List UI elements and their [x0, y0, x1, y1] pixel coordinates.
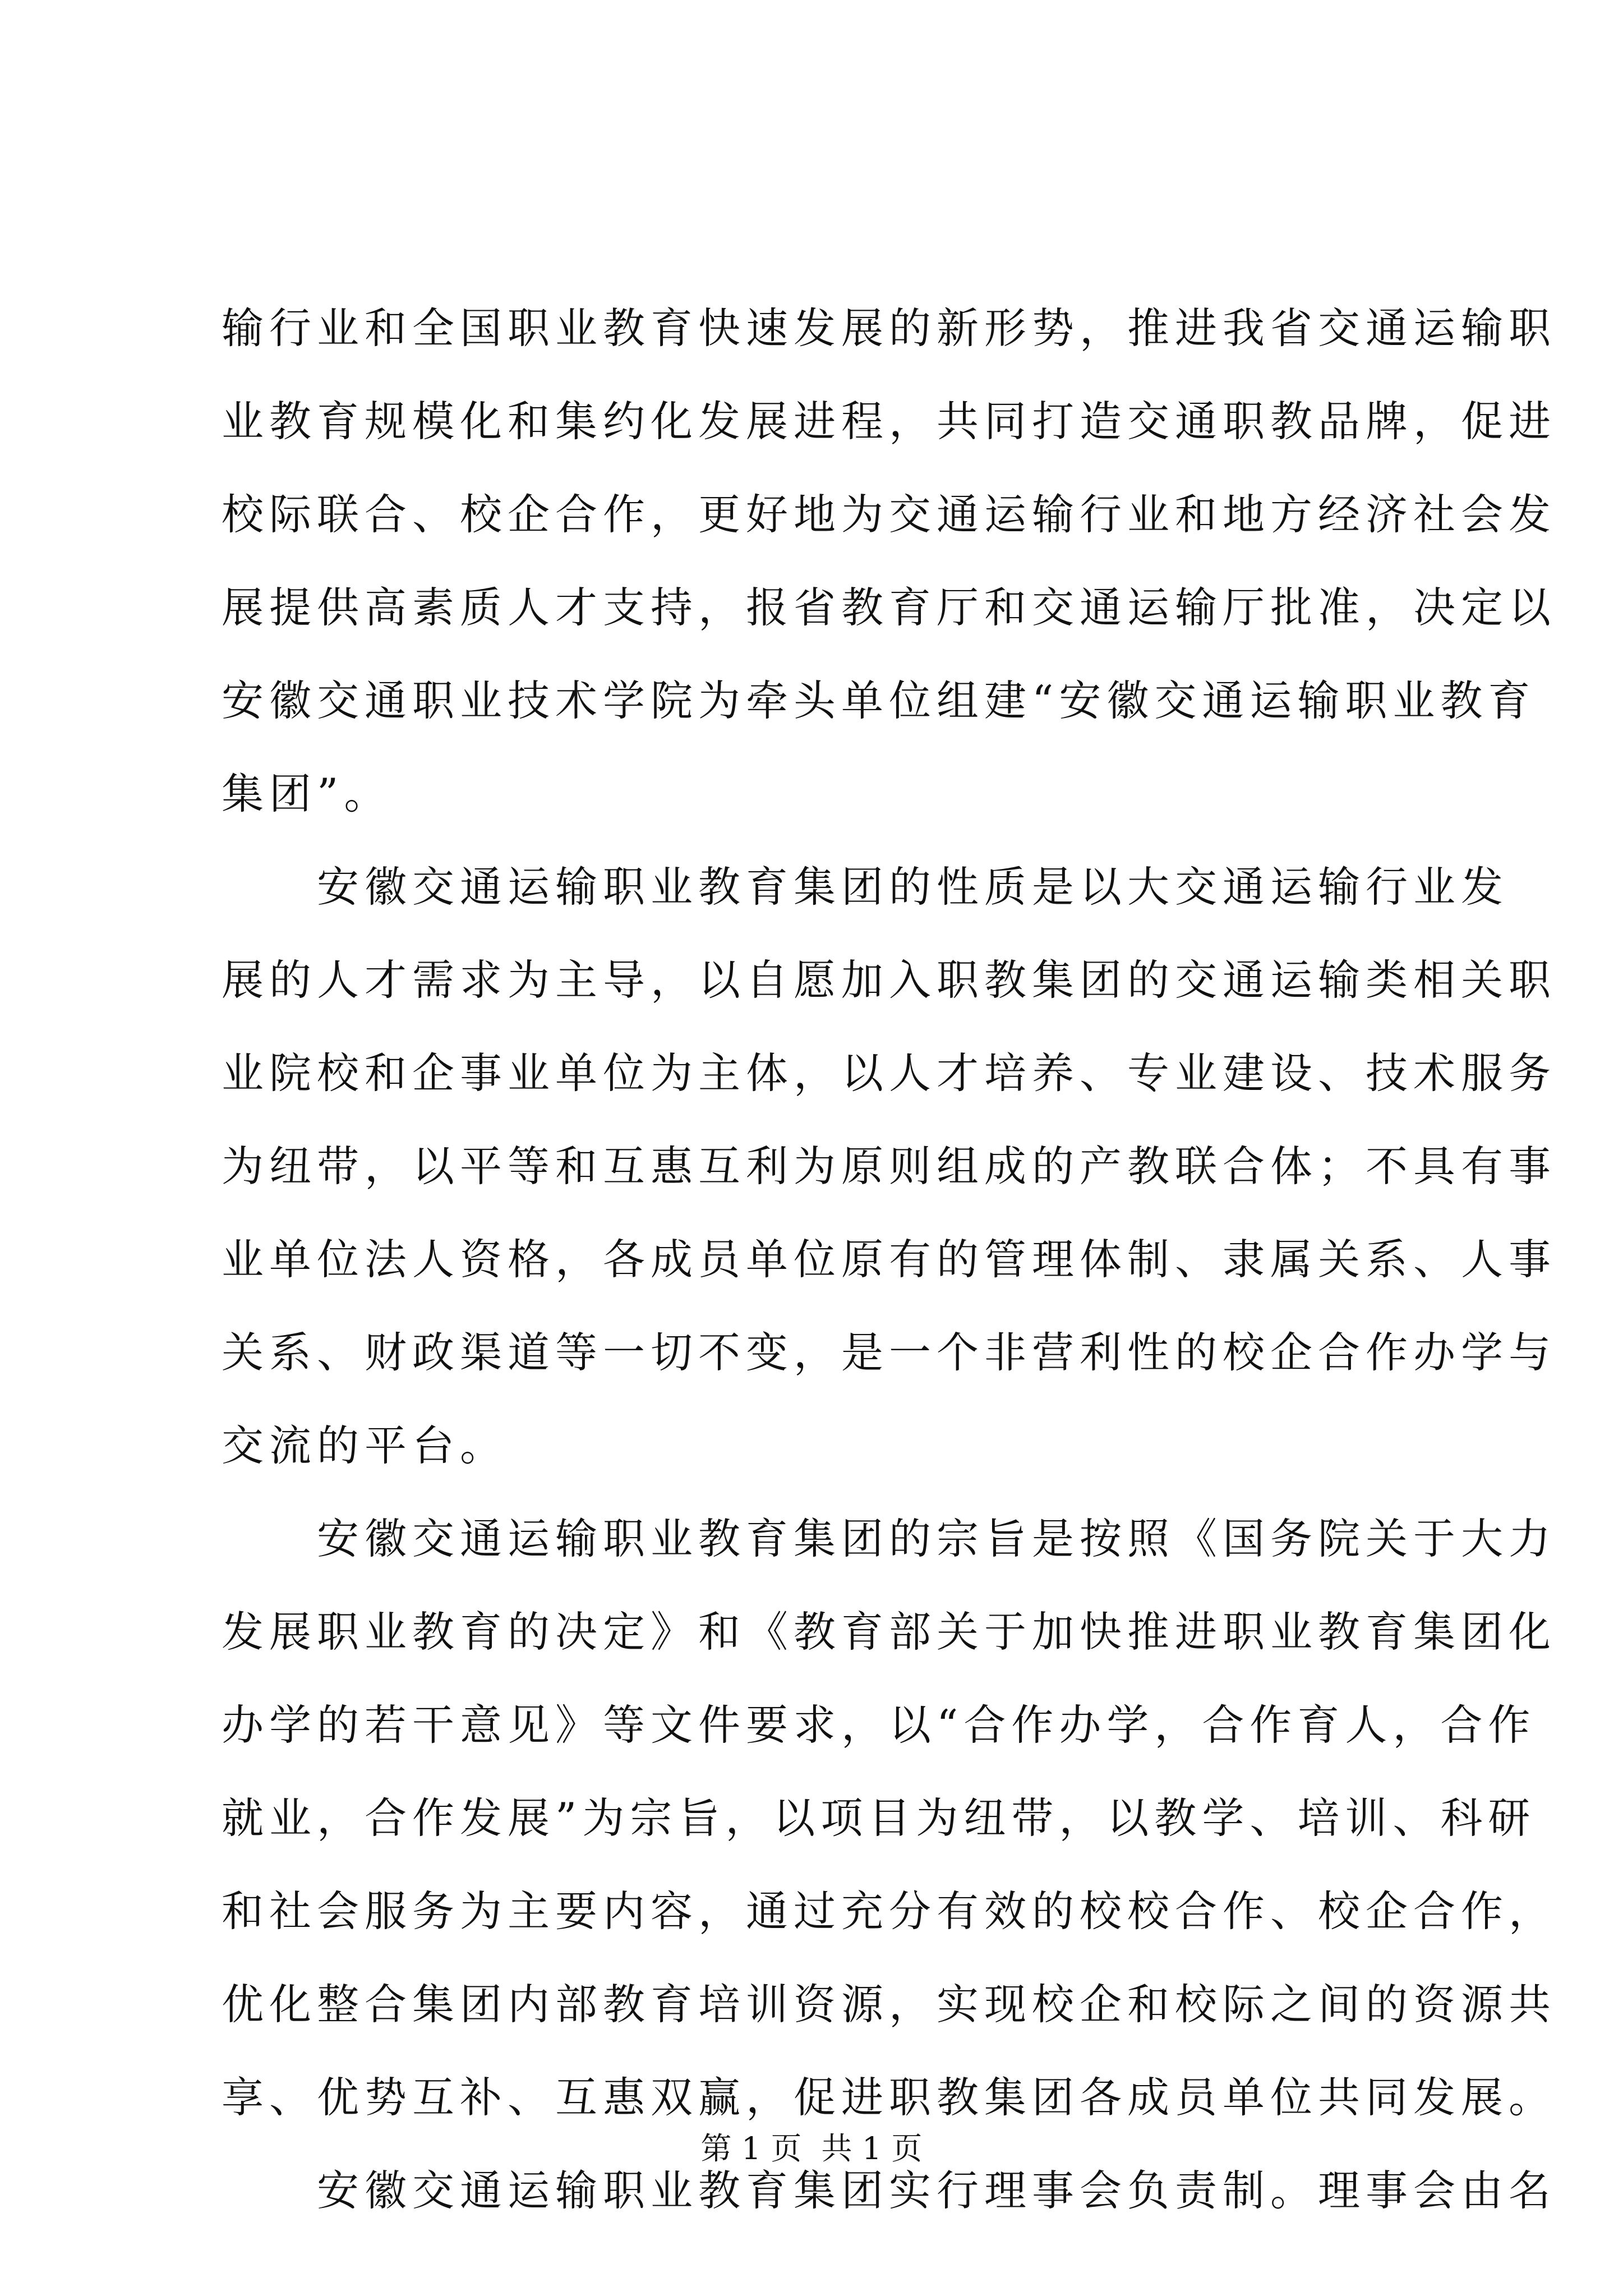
text-line: 关系、财政渠道等一切不变，是一个非营利性的校企合作办学与 [222, 1328, 1557, 1377]
text-line: 业单位法人资格，各成员单位原有的管理体制、隶属关系、人事 [222, 1235, 1557, 1284]
text-line: 业院校和企事业单位为主体，以人才培养、专业建设、技术服务 [222, 1048, 1557, 1098]
text-line: 集团”。 [222, 769, 392, 818]
text-line: 办学的若干意见》等文件要求，以“合作办学，合作育人，合作 [222, 1700, 1536, 1750]
text-line: 和社会服务为主要内容，通过充分有效的校校合作、校企合作， [222, 1887, 1557, 1936]
body-text [222, 282, 1557, 2237]
text-line: 发展职业教育的决定》和《教育部关于加快推进职业教育集团化 [222, 1607, 1557, 1657]
text-line: 安徽交通运输职业教育集团的性质是以大交通运输行业发 [222, 862, 1509, 912]
text-line: 为纽带，以平等和互惠互利为原则组成的产教联合体；不具有事 [222, 1142, 1557, 1191]
text-line: 安徽交通职业技术学院为牵头单位组建“安徽交通运输职业教育 [222, 676, 1536, 725]
text-line: 输行业和全国职业教育快速发展的新形势，推进我省交通运输职 [222, 303, 1557, 353]
text-line: 业教育规模化和集约化发展进程，共同打造交通职教品牌，促进 [222, 397, 1557, 446]
text-line: 享、优势互补、互惠双赢，促进职教集团各成员单位共同发展。 [222, 2073, 1557, 2122]
text-line: 交流的平台。 [222, 1421, 508, 1470]
text-line: 校际联合、校企合作，更好地为交通运输行业和地方经济社会发 [222, 490, 1557, 539]
page-footer: 第 1 页 共 1 页 [700, 2131, 923, 2166]
text-line: 展提供高素质人才支持，报省教育厅和交通运输厅批准，决定以 [222, 583, 1557, 632]
text-line: 安徽交通运输职业教育集团实行理事会负责制。理事会由名 [222, 2166, 1557, 2215]
text-line: 优化整合集团内部教育培训资源，实现校企和校际之间的资源共 [222, 1980, 1557, 2029]
text-line: 展的人才需求为主导，以自愿加入职教集团的交通运输类相关职 [222, 955, 1557, 1005]
text-line: 就业，合作发展”为宗旨，以项目为纽带，以教学、培训、科研 [222, 1793, 1536, 1843]
text-line: 安徽交通运输职业教育集团的宗旨是按照《国务院关于大力 [222, 1514, 1557, 1563]
